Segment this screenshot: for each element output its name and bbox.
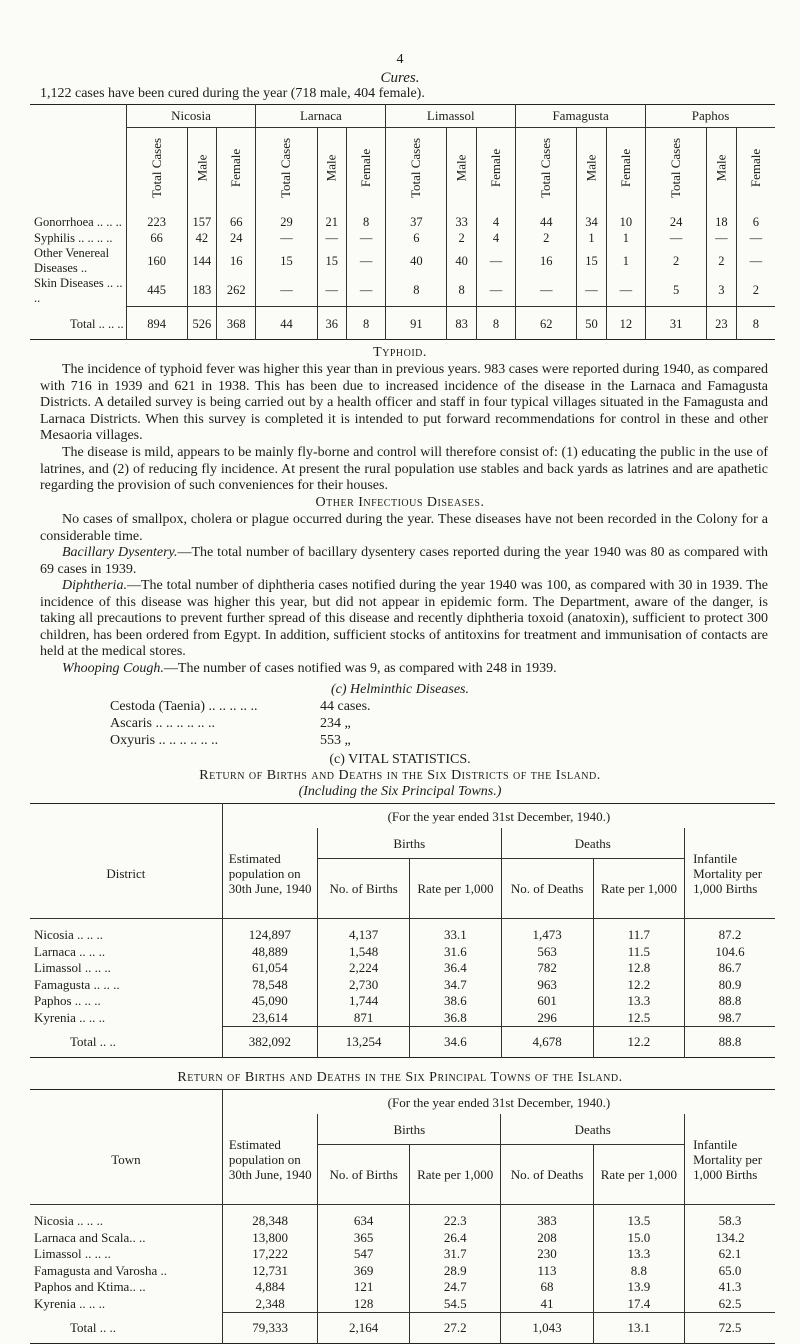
table-cell: 17,222	[222, 1246, 317, 1263]
table-cell: 8	[347, 208, 386, 230]
helminthic-heading: (c) Helminthic Diseases.	[330, 682, 470, 697]
table-cell: 28,348	[222, 1205, 317, 1230]
row-label: Syphilis .. .. .. ..	[34, 230, 113, 245]
districts-col-infantile: Infantile Mortality per 1,000 Births	[685, 828, 775, 919]
table-cell: 963	[501, 977, 593, 994]
districts-col-death-rate: Rate per 1,000	[593, 859, 684, 919]
towns-col-infantile: Infantile Mortality per 1,000 Births	[685, 1114, 775, 1205]
table-cell: 8	[447, 276, 477, 306]
subcol-header	[736, 128, 775, 209]
districts-return-subtitle: (Including the Six Principal Towns.)	[298, 784, 502, 799]
helminth-count: 44 cases.	[320, 699, 371, 714]
subcol-label: Female	[358, 148, 374, 188]
table-cell: 1,548	[318, 944, 410, 961]
table-cell: 230	[501, 1246, 593, 1263]
table-cell: 8	[386, 276, 447, 306]
table-cell: —	[476, 246, 515, 276]
row-label: Nicosia .. .. ..	[34, 1213, 103, 1229]
other-infectious-heading: Other Infectious Diseases.	[315, 495, 485, 510]
table-cell: 15	[577, 246, 607, 276]
table-cell: 23,614	[222, 1010, 317, 1027]
table-cell: 157	[187, 208, 217, 230]
table-cell: 86.7	[685, 960, 775, 977]
subcol-label: Male	[453, 154, 469, 182]
table-cell: 4,884	[222, 1279, 317, 1296]
row-label: Paphos and Ktima.. ..	[34, 1279, 146, 1295]
table-row	[30, 1230, 775, 1247]
table-cell: 8	[347, 306, 386, 339]
table-cell: 128	[318, 1296, 410, 1313]
table-cell: 12.5	[593, 1010, 684, 1027]
subcol-header	[606, 128, 645, 209]
district-header-larnaca: Larnaca	[256, 105, 386, 128]
table-cell: 10	[606, 208, 645, 230]
table-cell: —	[736, 230, 775, 246]
table-cell: 2,730	[318, 977, 410, 994]
table-cell: 121	[318, 1279, 410, 1296]
table-cell: 13.3	[593, 1246, 684, 1263]
districts-table-body	[30, 919, 775, 1058]
row-label: Kyrenia .. .. ..	[34, 1296, 106, 1311]
table-cell: 16	[217, 246, 256, 276]
table-cell: 68	[501, 1279, 593, 1296]
table-row	[30, 1263, 775, 1280]
table-cell: 33	[447, 208, 477, 230]
subcol-label: Male	[323, 154, 339, 182]
table-cell: 34.6	[410, 1027, 501, 1058]
table-cell: 134.2	[685, 1230, 775, 1247]
table-cell: 27.2	[410, 1313, 501, 1344]
towns-table	[30, 1089, 775, 1344]
table-cell: 15.0	[593, 1230, 684, 1247]
table-cell: 61,054	[222, 960, 317, 977]
table-cell: 382,092	[222, 1027, 317, 1058]
table-row	[30, 919, 775, 944]
table-cell: —	[707, 230, 737, 246]
table-cell: 65.0	[685, 1263, 775, 1280]
table-cell: 160	[126, 246, 187, 276]
table-cell: 72.5	[685, 1313, 775, 1344]
table-cell: 88.8	[685, 993, 775, 1010]
table-cell: 1,744	[318, 993, 410, 1010]
helminth-name: Cestoda (Taenia) .. .. .. .. ..	[110, 699, 258, 714]
table-cell: 13.9	[593, 1279, 684, 1296]
table-cell: 1,043	[501, 1313, 593, 1344]
table-row	[30, 1246, 775, 1263]
table-cell: 4,678	[501, 1027, 593, 1058]
diphtheria-text: —The total number of diphtheria cases notified during the year 1940 was 100, as compared with 30 in 1939. The incidence of this disease was higher this year, but did not appear in epidemic form. The Department, aware of the danger, is taking all precautions to prevent further spread of this disease and recently diphtheria toxoid (anatoxin), sufficient to protect 300 children, has been ordered from Egypt. In addition, sufficient stocks of antitoxins for treatment and immunisation of contacts are held at the medical stores.	[40, 578, 768, 659]
table-cell: 6	[736, 208, 775, 230]
table-row	[30, 208, 775, 230]
table-cell: 28.9	[410, 1263, 501, 1280]
row-label: Nicosia .. .. ..	[34, 927, 103, 943]
venereal-subheader-row	[30, 128, 775, 209]
table-cell: 22.3	[410, 1205, 501, 1230]
typhoid-paragraph-2: The disease is mild, appears to be mainly fly-borne and control will therefore consist of: (1) educating the public in the use of latrines, and (2) of reducing fly incidence. At present the rural population use stables and back yards as latrines and are apathetic regarding the provision of such conveniences for their houses.	[40, 445, 768, 493]
table-cell: 124,897	[222, 919, 317, 944]
subcol-label: Male	[193, 154, 209, 182]
table-cell: 62.1	[685, 1246, 775, 1263]
table-cell: 31	[646, 306, 707, 339]
table-cell: 31.7	[410, 1246, 501, 1263]
helminth-name: Oxyuris .. .. .. .. .. ..	[110, 733, 219, 748]
table-row	[30, 977, 775, 994]
table-cell: 183	[187, 276, 217, 306]
table-cell: 368	[217, 306, 256, 339]
districts-return-title: Return of Births and Deaths in the Six Districts of the Island.	[199, 768, 601, 783]
table-cell: —	[317, 276, 347, 306]
table-row	[30, 230, 775, 246]
towns-col-births: Births	[318, 1114, 501, 1145]
helminthic-row	[110, 732, 371, 749]
table-cell: 12,731	[222, 1263, 317, 1280]
table-cell: 38.6	[410, 993, 501, 1010]
table-cell: 11.7	[593, 919, 684, 944]
table-cell: —	[516, 276, 577, 306]
table-cell: —	[476, 276, 515, 306]
row-label: Total .. ..	[70, 1033, 117, 1049]
table-cell: 41.3	[685, 1279, 775, 1296]
table-cell: 601	[501, 993, 593, 1010]
table-cell: 78,548	[222, 977, 317, 994]
helminth-name: Ascaris .. .. .. .. .. ..	[110, 716, 215, 731]
bacillary-text: —The total number of bacillary dysentery cases reported during the year 1940 was 80 as compared with 69 cases in 1939.	[40, 545, 769, 577]
table-cell: 1,473	[501, 919, 593, 944]
table-cell: 634	[318, 1205, 410, 1230]
table-cell: 2	[516, 230, 577, 246]
table-cell: 4,137	[318, 919, 410, 944]
row-label: Larnaca and Scala.. ..	[34, 1229, 146, 1245]
bacillary-paragraph	[40, 545, 768, 578]
subcol-header	[386, 128, 447, 209]
district-header-nicosia: Nicosia	[126, 105, 256, 128]
table-cell: 36	[317, 306, 347, 339]
subcol-label: Total Cases	[148, 137, 164, 199]
table-cell: 11.5	[593, 944, 684, 961]
total-row	[30, 1027, 775, 1058]
districts-col-no-deaths: No. of Deaths	[501, 859, 593, 919]
venereal-table-body	[30, 208, 775, 339]
whooping-label: Whooping Cough.	[62, 661, 164, 676]
subcol-label: Male	[713, 154, 729, 182]
towns-col-deaths: Deaths	[501, 1114, 685, 1145]
subcol-label: Female	[228, 148, 244, 188]
subcol-header	[516, 128, 577, 209]
page-number: 4	[396, 52, 404, 67]
table-cell: 24	[217, 230, 256, 246]
districts-col-births: Births	[318, 828, 501, 859]
table-cell: 42	[187, 230, 217, 246]
row-label: Larnaca .. .. ..	[34, 943, 106, 959]
table-cell: 13.5	[593, 1205, 684, 1230]
table-cell: 41	[501, 1296, 593, 1313]
total-row	[30, 306, 775, 339]
district-header-famagusta: Famagusta	[516, 105, 646, 128]
table-cell: 2	[736, 276, 775, 306]
table-cell: 8	[476, 306, 515, 339]
vital-statistics-heading: (c) VITAL STATISTICS.	[329, 752, 471, 767]
table-cell: 16	[516, 246, 577, 276]
table-cell: 58.3	[685, 1205, 775, 1230]
bacillary-label: Bacillary Dysentery.	[62, 545, 178, 560]
table-cell: —	[347, 276, 386, 306]
table-cell: 262	[217, 276, 256, 306]
table-cell: 383	[501, 1205, 593, 1230]
table-cell: 48,889	[222, 944, 317, 961]
districts-col-no-births: No. of Births	[318, 859, 410, 919]
table-cell: 40	[447, 246, 477, 276]
table-cell: —	[736, 246, 775, 276]
subcol-header	[707, 128, 737, 209]
subcol-header	[187, 128, 217, 209]
subcol-label: Female	[747, 148, 763, 188]
table-cell: 26.4	[410, 1230, 501, 1247]
helminth-count: 553 „	[320, 733, 351, 748]
typhoid-heading: Typhoid.	[373, 345, 427, 360]
table-cell: 8	[736, 306, 775, 339]
districts-col-population: Estimated population on 30th June, 1940	[222, 828, 317, 919]
districts-caption: (For the year ended 31st December, 1940.)	[222, 804, 775, 829]
table-cell: 83	[447, 306, 477, 339]
towns-col-birth-rate: Rate per 1,000	[410, 1145, 501, 1205]
table-cell: 34	[577, 208, 607, 230]
table-cell: —	[606, 276, 645, 306]
table-cell: 40	[386, 246, 447, 276]
table-cell: 12.2	[593, 1027, 684, 1058]
table-cell: 113	[501, 1263, 593, 1280]
table-cell: 50	[577, 306, 607, 339]
subcol-header	[447, 128, 477, 209]
table-cell: 12	[606, 306, 645, 339]
table-cell: 98.7	[685, 1010, 775, 1027]
other-infectious-paragraph: No cases of smallpox, cholera or plague occurred during the year. These diseases have not been recorded in the Colony for a considerable time.	[40, 512, 768, 544]
districts-col-deaths: Deaths	[501, 828, 685, 859]
table-cell: 1	[606, 230, 645, 246]
table-cell: 445	[126, 276, 187, 306]
diphtheria-paragraph	[40, 578, 768, 661]
cures-heading: Cures.	[380, 70, 420, 86]
table-cell: 2,164	[318, 1313, 410, 1344]
table-row	[30, 1279, 775, 1296]
districts-col-birth-rate: Rate per 1,000	[410, 859, 501, 919]
row-label: Famagusta and Varosha ..	[34, 1262, 167, 1278]
table-cell: 13,800	[222, 1230, 317, 1247]
table-cell: 54.5	[410, 1296, 501, 1313]
table-cell: 208	[501, 1230, 593, 1247]
row-label: Limassol .. .. ..	[34, 960, 111, 976]
subcol-label: Total Cases	[408, 137, 424, 199]
table-cell: 2,348	[222, 1296, 317, 1313]
towns-col-no-births: No. of Births	[318, 1145, 410, 1205]
table-cell: 365	[318, 1230, 410, 1247]
table-cell: 13,254	[318, 1027, 410, 1058]
table-cell: 37	[386, 208, 447, 230]
table-cell: 33.1	[410, 919, 501, 944]
whooping-text: —The number of cases notified was 9, as compared with 248 in 1939.	[163, 661, 557, 676]
table-cell: 2	[646, 246, 707, 276]
row-label: Limassol .. .. ..	[34, 1246, 111, 1262]
row-label: Gonorrhoea .. .. ..	[34, 214, 122, 229]
table-cell: 88.8	[685, 1027, 775, 1058]
table-cell: 62	[516, 306, 577, 339]
subcol-header	[476, 128, 515, 209]
helminth-count: 234 „	[320, 716, 351, 731]
diphtheria-label: Diphtheria.	[62, 578, 127, 593]
table-cell: 223	[126, 208, 187, 230]
total-row	[30, 1313, 775, 1344]
subcol-label: Female	[617, 148, 633, 188]
towns-col-death-rate: Rate per 1,000	[593, 1145, 684, 1205]
districts-table	[30, 803, 775, 1058]
table-cell: 34.7	[410, 977, 501, 994]
district-header-paphos: Paphos	[646, 105, 775, 128]
table-cell: 12.8	[593, 960, 684, 977]
subcol-header	[646, 128, 707, 209]
table-cell: 31.6	[410, 944, 501, 961]
table-cell: —	[347, 230, 386, 246]
towns-col-town: Town	[30, 1114, 222, 1205]
table-row	[30, 246, 775, 276]
table-cell: 296	[501, 1010, 593, 1027]
subcol-label: Female	[488, 148, 504, 188]
table-cell: 2	[447, 230, 477, 246]
row-label: Famagusta .. .. ..	[34, 976, 120, 992]
table-cell: —	[256, 276, 317, 306]
cures-summary: 1,122 cases have been cured during the year (718 male, 404 female).	[40, 86, 425, 101]
table-cell: —	[646, 230, 707, 246]
whooping-paragraph	[40, 661, 768, 678]
table-cell: 91	[386, 306, 447, 339]
row-label: Paphos .. .. ..	[34, 993, 101, 1009]
table-cell: 8.8	[593, 1263, 684, 1280]
table-cell: 5	[646, 276, 707, 306]
table-cell: 2,224	[318, 960, 410, 977]
typhoid-paragraph-1: The incidence of typhoid fever was higher this year than in previous years. 983 cases were reported during 1940, as compared with 716 in 1939 and 621 in 1938. This has been due to increased incidence of the disease in the Larnaca and Famagusta Districts. A detailed survey is being carried out by a health officer and staff in four typical villages situated in the Famagusta and Larnaca Districts. When this survey is completed it is intended to put forward recommendations for control in these and other Mesaoria villages.	[40, 362, 768, 443]
table-cell: 6	[386, 230, 447, 246]
table-cell: 4	[476, 208, 515, 230]
subcol-header	[126, 128, 187, 209]
table-cell: 18	[707, 208, 737, 230]
table-cell: 563	[501, 944, 593, 961]
table-cell: 144	[187, 246, 217, 276]
helminthic-row	[110, 698, 371, 715]
venereal-table	[30, 104, 775, 340]
districts-col-district: District	[30, 828, 222, 919]
subcol-header	[577, 128, 607, 209]
table-cell: 526	[187, 306, 217, 339]
table-cell: 66	[126, 230, 187, 246]
subcol-header	[217, 128, 256, 209]
table-cell: 782	[501, 960, 593, 977]
table-cell: 13.3	[593, 993, 684, 1010]
table-cell: 36.8	[410, 1010, 501, 1027]
towns-col-no-deaths: No. of Deaths	[501, 1145, 593, 1205]
subcol-label: Total Cases	[538, 137, 554, 199]
table-cell: 12.2	[593, 977, 684, 994]
table-cell: 21	[317, 208, 347, 230]
table-cell: 871	[318, 1010, 410, 1027]
table-cell: —	[577, 276, 607, 306]
subcol-label: Total Cases	[278, 137, 294, 199]
table-cell: 62.5	[685, 1296, 775, 1313]
subcol-label: Male	[583, 154, 599, 182]
towns-table-body	[30, 1205, 775, 1344]
towns-return-title: Return of Births and Deaths in the Six Principal Towns of the Island.	[177, 1070, 623, 1085]
table-cell: 15	[317, 246, 347, 276]
table-cell: 87.2	[685, 919, 775, 944]
table-cell: 45,090	[222, 993, 317, 1010]
table-row	[30, 993, 775, 1010]
table-cell: 44	[516, 208, 577, 230]
table-cell: 29	[256, 208, 317, 230]
table-cell: 3	[707, 276, 737, 306]
subcol-header	[317, 128, 347, 209]
row-label: Total .. .. ..	[70, 316, 124, 331]
table-cell: —	[347, 246, 386, 276]
table-row	[30, 1205, 775, 1230]
table-row	[30, 944, 775, 961]
table-row	[30, 276, 775, 306]
helminthic-row	[110, 715, 371, 732]
table-cell: 1	[606, 246, 645, 276]
table-cell: —	[256, 230, 317, 246]
subcol-header	[256, 128, 317, 209]
table-cell: 4	[476, 230, 515, 246]
table-cell: 547	[318, 1246, 410, 1263]
table-cell: 13.1	[593, 1313, 684, 1344]
table-cell: 36.4	[410, 960, 501, 977]
table-cell: 1	[577, 230, 607, 246]
row-label: Other Venereal Diseases ..	[34, 246, 110, 275]
table-cell: 24	[646, 208, 707, 230]
subcol-label: Total Cases	[668, 137, 684, 199]
table-cell: 80.9	[685, 977, 775, 994]
table-cell: —	[317, 230, 347, 246]
row-label: Skin Diseases .. .. ..	[34, 276, 123, 305]
row-label: Kyrenia .. .. ..	[34, 1010, 106, 1025]
table-cell: 15	[256, 246, 317, 276]
table-cell: 23	[707, 306, 737, 339]
subcol-header	[347, 128, 386, 209]
towns-col-population: Estimated population on 30th June, 1940	[222, 1114, 317, 1205]
table-cell: 104.6	[685, 944, 775, 961]
table-cell: 2	[707, 246, 737, 276]
table-cell: 369	[318, 1263, 410, 1280]
table-cell: 894	[126, 306, 187, 339]
table-cell: 79,333	[222, 1313, 317, 1344]
table-cell: 17.4	[593, 1296, 684, 1313]
district-header-limassol: Limassol	[386, 105, 516, 128]
table-cell: 66	[217, 208, 256, 230]
row-label: Total .. ..	[70, 1319, 117, 1335]
table-cell: 44	[256, 306, 317, 339]
table-row	[30, 960, 775, 977]
towns-caption: (For the year ended 31st December, 1940.)	[222, 1090, 775, 1115]
helminthic-list	[110, 698, 371, 749]
table-row	[30, 1296, 775, 1313]
table-row	[30, 1010, 775, 1027]
table-cell: 24.7	[410, 1279, 501, 1296]
